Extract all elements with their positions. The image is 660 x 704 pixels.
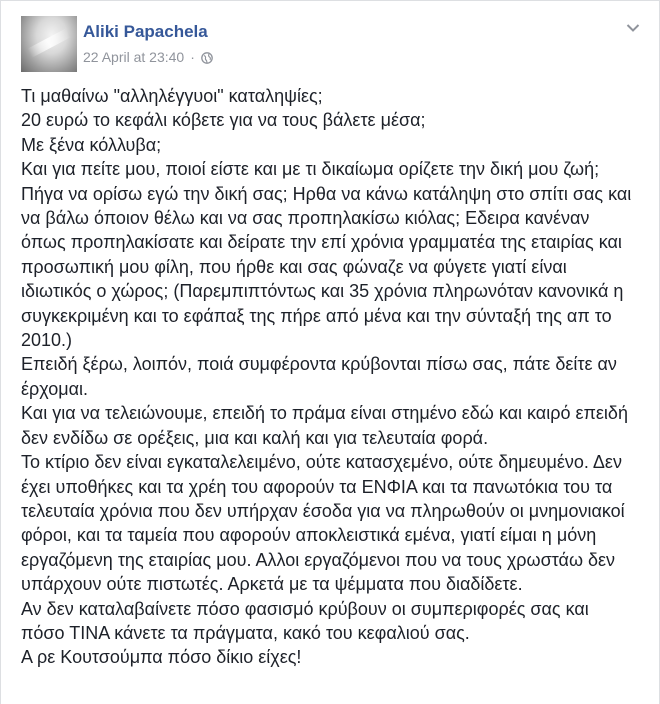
post-meta	[83, 49, 213, 65]
post-text-line: Α ρε Κουτσούμπα πόσο δίκιο είχες!	[21, 647, 302, 668]
post-text-line: Τι μαθαίνω "αλληλέγγυοι" καταληψίες;	[21, 86, 323, 106]
avatar[interactable]	[21, 16, 77, 72]
post-text-line: φόροι, και τα ταμεία που αφορούν αποκλειστικά εμένα, γιατί είμαι η μόνη	[21, 525, 597, 546]
post-text-line: έχει υποθήκες και τα χρέη του αφορούν τα ΕΝΦΙΑ και τα πανωτόκια του τα	[21, 476, 613, 497]
post-timestamp[interactable]: 22 April at 23:40	[83, 49, 185, 65]
post-text-line: εργαζόμενη της εταιρίας μου. Αλλοι εργαζόμενοι που να τους χρωστάω δεν	[21, 549, 616, 570]
post-text-line: έρχομαι.	[21, 378, 89, 399]
post-text-line: Με ξένα κόλλυβα;	[21, 134, 162, 155]
post-text-line: συγκεκριμένη και το εφάπαξ της πήρε από μένα και την σύνταξή της απ το	[21, 305, 612, 326]
post-text-line: Πήγα να ορίσω εγώ την δική σας; Ηρθα να κάνω κατάληψη στο σπίτι σας και	[21, 183, 632, 204]
post-text-line: Και για να τελειώνουμε, επειδή το πράμα είναι στημένο εδώ και καιρό επειδή	[21, 403, 628, 424]
meta-separator: ·	[190, 49, 195, 65]
post-text-line: υπάρχουν ούτε πιστωτές. Αρκετά με τα ψέμματα που διαδίδετε.	[21, 574, 523, 595]
author-name[interactable]: Aliki Papachela	[83, 22, 208, 41]
post-text-line: προσωπική μου φίλη, που ήρθε και σας φώναζε να φύγετε γιατί είναι	[21, 256, 567, 277]
post-header	[21, 16, 645, 72]
post-text-line: Αν δεν καταλαβαίνετε πόσο φασισμό κρύβουν οι συμπεριφορές σας και	[21, 598, 589, 619]
post-text-line: να βάλω όποιον θέλω και να σας προπηλακίσω κιόλας; Εδειρα κανέναν	[21, 208, 590, 229]
post-body	[21, 84, 645, 670]
post-text-line: όπως προπηλακίσατε και δείρατε την επί χρόνια γραμματέα της εταιρίας και	[21, 232, 622, 253]
post-text-line: Και για πείτε μου, ποιοί είστε και με τι δικαίωμα ορίζετε την δική μου ζωή;	[21, 159, 600, 180]
post-text-line: τελευταία χρόνια που δεν υπήρχαν έσοδα για να πληρωθούν οι μνημονιακοί	[21, 500, 625, 521]
post-text-line: δεν ενδίδω σε ορέξεις, μια και καλή και για τελευταία φορά.	[21, 427, 489, 448]
post-text-line: 2010.)	[21, 330, 73, 351]
post-text-line: ιδιωτικός ο χώρος; (Παρεμπιπτόντως και 35 χρόνια πληρωνόταν κανονικά η	[21, 281, 624, 302]
chevron-down-icon[interactable]	[621, 16, 645, 40]
globe-icon[interactable]	[201, 51, 213, 63]
post-text-line: 20 ευρώ το κεφάλι κόβετε για να τους βάλετε μέσα;	[21, 110, 426, 131]
post-text-line: Επειδή ξέρω, λοιπόν, ποιά συμφέροντα κρύβονται πίσω σας, πάτε δείτε αν	[21, 354, 617, 375]
post-text-line: πόσο ΤΙΝΑ κάνετε τα πράγματα, κακό του κεφαλιού σας.	[21, 622, 470, 643]
post-text-line: Το κτίριο δεν είναι εγκαταλελειμένο, ούτε κατασχεμένο, ούτε δημευμένο. Δεν	[21, 452, 622, 473]
